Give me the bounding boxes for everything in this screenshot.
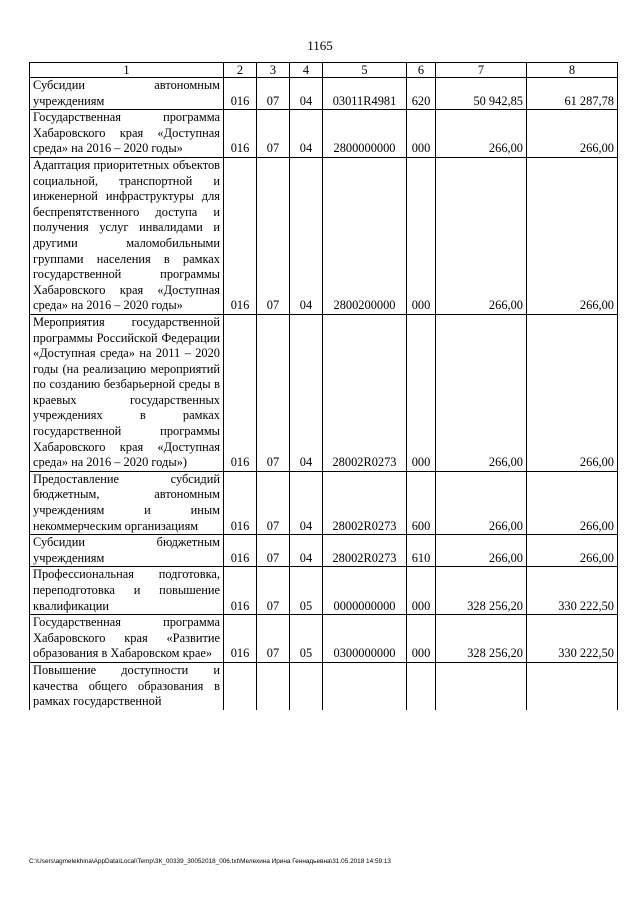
ministry-code: 016: [224, 471, 257, 534]
section-code: 07: [257, 471, 290, 534]
table-row: [30, 567, 618, 615]
row-name: Профессиональная подготовка, переподготовка и повышение квалификации: [30, 567, 224, 615]
subsection-code: 04: [290, 314, 323, 471]
row-name: Повышение доступности и качества общего образования в рамках государственной: [30, 662, 224, 709]
row-name: Субсидии бюджетным учреждениям: [30, 535, 224, 567]
target-code: 2800000000: [323, 110, 407, 158]
expense-type-code: 000: [407, 110, 436, 158]
section-code: 07: [257, 157, 290, 314]
sum-2017: 328 256,20: [436, 615, 527, 663]
subsection-code: 05: [290, 567, 323, 615]
sum-2018: 266,00: [527, 471, 618, 534]
subsection-code: 04: [290, 110, 323, 158]
table-row: [30, 314, 618, 471]
subsection-code: 04: [290, 471, 323, 534]
table-row: [30, 157, 618, 314]
target-code: 03011R4981: [323, 78, 407, 110]
column-header: 2: [224, 63, 257, 78]
sum-2017: [436, 662, 527, 709]
target-code: 2800200000: [323, 157, 407, 314]
sum-2017: 50 942,85: [436, 78, 527, 110]
sum-2017: 266,00: [436, 157, 527, 314]
table-row: [30, 78, 618, 110]
row-name: Адаптация приоритетных объектов социальной, транспортной и инженерной инфраструктуры для беспрепятственного доступа и получения услуг инвалидами и другими маломобильными группами населения в рамках государственной программы Хабаровского края «Доступная среда» на 2016 – 2020 годы»: [30, 157, 224, 314]
table-row: [30, 615, 618, 663]
target-code: [323, 662, 407, 709]
subsection-code: 04: [290, 78, 323, 110]
section-code: 07: [257, 110, 290, 158]
column-header: 6: [407, 63, 436, 78]
expense-type-code: 600: [407, 471, 436, 534]
column-header: 3: [257, 63, 290, 78]
section-code: 07: [257, 567, 290, 615]
expense-type-code: [407, 662, 436, 709]
sum-2017: 266,00: [436, 471, 527, 534]
sum-2018: 330 222,50: [527, 567, 618, 615]
sum-2018: 266,00: [527, 157, 618, 314]
table-row: [30, 535, 618, 567]
sum-2017: 266,00: [436, 314, 527, 471]
ministry-code: 016: [224, 567, 257, 615]
table-row: [30, 662, 618, 709]
column-header: 7: [436, 63, 527, 78]
table-row: [30, 110, 618, 158]
expense-type-code: 000: [407, 314, 436, 471]
sum-2017: 328 256,20: [436, 567, 527, 615]
page-number: 1165: [307, 38, 333, 53]
target-code: 0000000000: [323, 567, 407, 615]
row-name: Государственная программа Хабаровского края «Доступная среда» на 2016 – 2020 годы»: [30, 110, 224, 158]
row-name: Предоставление субсидий бюджетным, автономным учреждениям и иным некоммерческим организациям: [30, 471, 224, 534]
expense-type-code: 610: [407, 535, 436, 567]
sum-2017: 266,00: [436, 110, 527, 158]
row-name: Государственная программа Хабаровского края «Развитие образования в Хабаровском крае»: [30, 615, 224, 663]
ministry-code: [224, 662, 257, 709]
sum-2017: 266,00: [436, 535, 527, 567]
row-name: Субсидии автономным учреждениям: [30, 78, 224, 110]
ministry-code: 016: [224, 110, 257, 158]
subsection-code: 04: [290, 157, 323, 314]
header-row: [30, 63, 618, 78]
file-path-footer: C:\Users\agmelekhina\AppData\Local\Temp\ЗК_00339_30052018_006.txt\Мелехина Ирина Геннадьевна\31.05.2018 14:59:13: [29, 858, 391, 865]
sum-2018: 266,00: [527, 314, 618, 471]
subsection-code: 04: [290, 535, 323, 567]
ministry-code: 016: [224, 78, 257, 110]
sum-2018: 266,00: [527, 110, 618, 158]
table-row: [30, 471, 618, 534]
expense-type-code: 000: [407, 615, 436, 663]
target-code: 28002R0273: [323, 471, 407, 534]
sum-2018: [527, 662, 618, 709]
target-code: 28002R0273: [323, 314, 407, 471]
column-header: 4: [290, 63, 323, 78]
sum-2018: 61 287,78: [527, 78, 618, 110]
target-code: 28002R0273: [323, 535, 407, 567]
section-code: [257, 662, 290, 709]
column-header: 5: [323, 63, 407, 78]
sum-2018: 330 222,50: [527, 615, 618, 663]
ministry-code: 016: [224, 157, 257, 314]
expense-type-code: 620: [407, 78, 436, 110]
target-code: 0300000000: [323, 615, 407, 663]
ministry-code: 016: [224, 615, 257, 663]
budget-table: [29, 62, 618, 710]
row-name: Мероприятия государственной программы Российской Федерации «Доступная среда» на 2011 – 2020 годы (на реализацию мероприятий по созданию безбарьерной среды в краевых государственных учреждениях в рамках государственной программы Хабаровского края «Доступная среда» на 2016 – 2020 годы»): [30, 314, 224, 471]
section-code: 07: [257, 615, 290, 663]
ministry-code: 016: [224, 535, 257, 567]
subsection-code: 05: [290, 615, 323, 663]
ministry-code: 016: [224, 314, 257, 471]
column-header: 8: [527, 63, 618, 78]
expense-type-code: 000: [407, 567, 436, 615]
column-header: 1: [30, 63, 224, 78]
section-code: 07: [257, 535, 290, 567]
section-code: 07: [257, 314, 290, 471]
expense-type-code: 000: [407, 157, 436, 314]
subsection-code: [290, 662, 323, 709]
section-code: 07: [257, 78, 290, 110]
sum-2018: 266,00: [527, 535, 618, 567]
